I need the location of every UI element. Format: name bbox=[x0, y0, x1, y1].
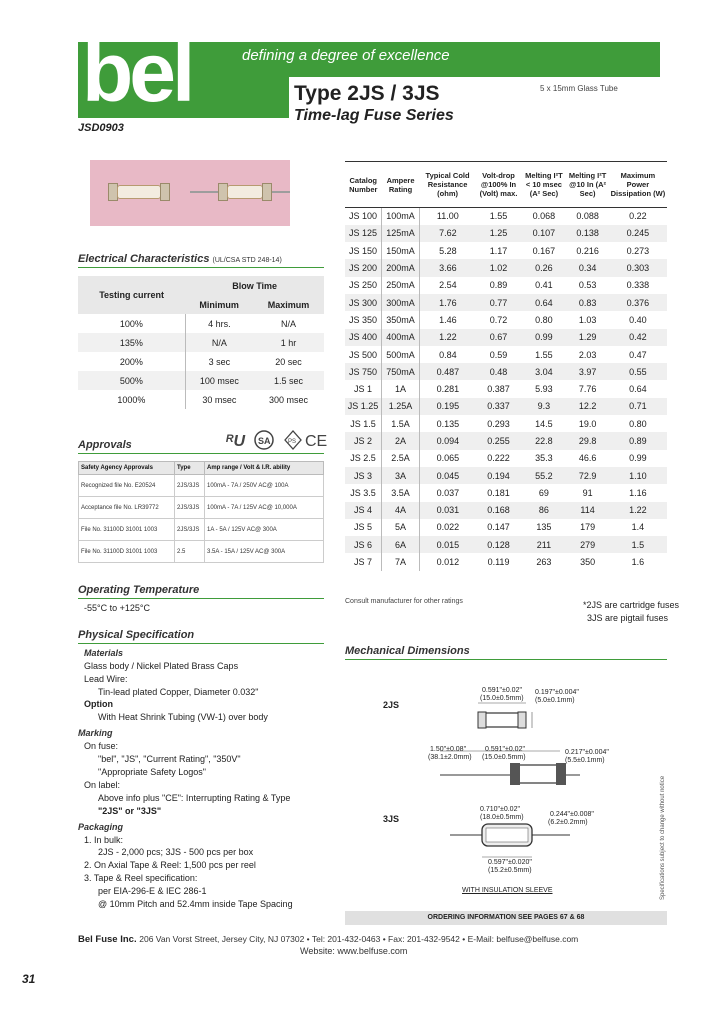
table-cell: 0.22 bbox=[629, 211, 647, 222]
table-cell: JS 200 bbox=[345, 259, 382, 276]
table-cell: 0.222 bbox=[487, 453, 510, 464]
packaging-line-4: 3. Tape & Reel specification: bbox=[84, 873, 198, 883]
table-cell: 179 bbox=[580, 522, 596, 533]
table-cell: 0.195 bbox=[420, 398, 476, 415]
table-cell: 0.99 bbox=[521, 329, 566, 346]
table-cell: JS 350 bbox=[345, 311, 382, 328]
table-cell: 1.5A bbox=[382, 415, 420, 432]
marking-line-3: "Appropriate Safety Logos" bbox=[98, 767, 206, 777]
bel-logo: bel bbox=[82, 25, 192, 119]
table-row bbox=[345, 329, 667, 346]
note-3js: 3JS are pigtail fuses bbox=[587, 613, 669, 623]
dim-b-mm: (5.0±0.1mm) bbox=[535, 697, 575, 704]
table-row: 500% 100 msec 1.5 sec bbox=[78, 371, 324, 390]
table-cell: 500mA bbox=[382, 346, 420, 363]
table-cell: 1A bbox=[382, 380, 420, 397]
table-row bbox=[345, 502, 667, 519]
table-cell: 0.387 bbox=[487, 384, 510, 395]
marking-label: Marking bbox=[78, 728, 113, 738]
table-cell: 0.40 bbox=[629, 314, 647, 325]
table-cell: 6A bbox=[382, 536, 420, 553]
table-cell: 0.065 bbox=[436, 453, 460, 464]
catalog-number-header: Catalog Number bbox=[345, 162, 382, 208]
table-cell: 0.303 bbox=[609, 259, 667, 276]
table-cell: 4A bbox=[382, 502, 420, 519]
table-cell: 0.26 bbox=[521, 259, 566, 276]
table-cell: 12.2 bbox=[566, 398, 608, 415]
table-cell: 3A bbox=[382, 467, 420, 484]
table-row bbox=[345, 484, 667, 501]
table-cell: 0.012 bbox=[436, 557, 460, 568]
table-cell: 350 bbox=[580, 557, 596, 568]
table-cell: 0.80 bbox=[535, 314, 553, 325]
table-cell: 3.04 bbox=[521, 363, 566, 380]
table-cell: 0.55 bbox=[609, 363, 667, 380]
table-cell: 0.135 bbox=[436, 418, 460, 429]
dim-e-mm: (5.5±0.1mm) bbox=[565, 757, 605, 764]
table-cell: 14.5 bbox=[535, 418, 553, 429]
table-cell: 0.216 bbox=[576, 245, 599, 256]
physical-rule bbox=[78, 643, 324, 644]
table-cell: 0.67 bbox=[476, 329, 522, 346]
table-cell: 86 bbox=[521, 502, 566, 519]
dim-g-mm: (6.2±0.2mm) bbox=[548, 819, 588, 826]
mechanical-heading: Mechanical Dimensions bbox=[345, 645, 470, 657]
dim-a-mm: (15.0±0.5mm) bbox=[480, 695, 524, 702]
table-cell: 3.97 bbox=[566, 363, 608, 380]
table-row bbox=[345, 294, 667, 311]
agency-header: Safety Agency Approvals bbox=[79, 462, 175, 475]
marking-line-2: "bel", "JS", "Current Rating", "350V" bbox=[98, 754, 241, 764]
note-2js: *2JS are cartridge fuses bbox=[583, 600, 680, 610]
table-row bbox=[345, 467, 667, 484]
table-cell: 0.167 bbox=[532, 245, 556, 256]
table-cell: 1.22 bbox=[609, 502, 667, 519]
dim-f-mm: (18.0±0.5mm) bbox=[480, 814, 524, 821]
table-cell: 0.281 bbox=[436, 384, 460, 395]
table-row bbox=[345, 259, 667, 276]
packaging-line-6: @ 10mm Pitch and 52.4mm inside Tape Spacing bbox=[98, 899, 293, 909]
table-cell: 125mA bbox=[382, 225, 420, 242]
packaging-line-1: 1. In bulk: bbox=[84, 835, 124, 845]
svg-text:PS: PS bbox=[288, 439, 297, 445]
table-cell: 263 bbox=[536, 557, 552, 568]
dim-f: 0.710"±0.02" bbox=[480, 806, 520, 813]
dim-h-mm: (15.2±0.5mm) bbox=[488, 867, 532, 874]
table-cell: 2.54 bbox=[439, 280, 457, 291]
table-cell: 135 bbox=[536, 522, 552, 533]
table-cell: JS 1.5 bbox=[345, 415, 382, 432]
materials-line-2: Lead Wire: bbox=[84, 674, 128, 684]
table-cell: 200mA bbox=[382, 259, 420, 276]
packaging-label: Packaging bbox=[78, 822, 124, 832]
table-cell: 5A bbox=[382, 519, 420, 536]
table-cell: 35.3 bbox=[535, 453, 553, 464]
table-cell: 0.031 bbox=[420, 502, 476, 519]
table-cell: JS 6 bbox=[345, 536, 382, 553]
dim-d-mm: (15.0±0.5mm) bbox=[482, 754, 526, 761]
table-cell: 150mA bbox=[382, 242, 420, 259]
table-cell: 0.273 bbox=[626, 245, 650, 256]
table-cell: JS 1.25 bbox=[345, 398, 382, 415]
table-cell: 19.0 bbox=[578, 418, 597, 429]
table-row bbox=[345, 380, 667, 397]
sleeve-label: WITH INSULATION SLEEVE bbox=[462, 887, 553, 894]
table-row bbox=[345, 363, 667, 380]
table-cell: 750mA bbox=[382, 363, 420, 380]
table-cell: 300mA bbox=[382, 294, 420, 311]
table-cell: 1.03 bbox=[578, 314, 597, 325]
table-cell: 0.59 bbox=[489, 349, 508, 360]
operating-value: -55°C to +125°C bbox=[84, 603, 150, 613]
table-cell: JS 500 bbox=[345, 346, 382, 363]
doc-code: JSD0903 bbox=[78, 122, 124, 134]
table-cell: 1.55 bbox=[489, 211, 508, 222]
table-cell: 0.84 bbox=[439, 349, 457, 360]
table-cell: 5.28 bbox=[439, 245, 457, 256]
fuse-photo-pigtail bbox=[190, 160, 290, 226]
table-row bbox=[345, 536, 667, 553]
electrical-rule bbox=[78, 267, 324, 268]
materials-line-1: Glass body / Nickel Plated Brass Caps bbox=[84, 661, 239, 671]
table-cell: 0.34 bbox=[566, 259, 608, 276]
marking-line-5: Above info plus "CE": Interrupting Rating & Type bbox=[98, 793, 291, 803]
table-cell: 0.41 bbox=[535, 280, 553, 291]
materials-line-3: Tin-lead plated Copper, Diameter 0.032" bbox=[98, 687, 259, 697]
table-cell: 0.088 bbox=[576, 211, 599, 222]
side-note: Specifications subject to change without notice bbox=[660, 775, 666, 900]
table-row: Recognized file No. E20524 2JS/3JS 100mA - 7A / 250V AC@ 100A bbox=[79, 475, 324, 497]
table-cell: 0.107 bbox=[521, 225, 566, 242]
table-cell: 0.64 bbox=[521, 294, 566, 311]
table-cell: 1.76 bbox=[420, 294, 476, 311]
table-row bbox=[345, 225, 667, 242]
melting-i2t-10in-header: Melting I²T @10 In (A² Sec) bbox=[566, 162, 608, 208]
table-cell: 0.138 bbox=[566, 225, 608, 242]
table-cell: JS 300 bbox=[345, 294, 382, 311]
table-cell: 0.64 bbox=[629, 384, 647, 395]
testing-current-header: Testing current bbox=[78, 276, 185, 314]
table-row bbox=[345, 398, 667, 415]
table-cell: 0.255 bbox=[476, 432, 522, 449]
table-cell: 0.068 bbox=[532, 211, 556, 222]
table-cell: 5.93 bbox=[535, 384, 553, 395]
fuse-photo-cartridge bbox=[90, 160, 190, 226]
table-cell: 0.094 bbox=[420, 432, 476, 449]
table-cell: 0.119 bbox=[487, 557, 510, 568]
table-cell: 1.55 bbox=[535, 349, 553, 360]
table-cell: 0.47 bbox=[629, 349, 647, 360]
table-cell: 69 bbox=[538, 487, 549, 498]
table-cell: 0.376 bbox=[609, 294, 667, 311]
table-cell: 0.53 bbox=[578, 280, 597, 291]
table-cell: 2.5A bbox=[382, 450, 420, 467]
table-cell: 279 bbox=[566, 536, 608, 553]
table-row: 100% 4 hrs. N/A bbox=[78, 314, 324, 333]
operating-rule bbox=[78, 598, 324, 599]
marking-line-6: "2JS" or "3JS" bbox=[98, 806, 162, 816]
table-cell: 72.9 bbox=[566, 467, 608, 484]
table-cell: 100mA bbox=[382, 208, 420, 225]
table-cell: 0.89 bbox=[609, 432, 667, 449]
table-cell: 11.00 bbox=[436, 211, 459, 222]
table-cell: 250mA bbox=[382, 277, 420, 294]
dim-b: 0.197"±0.004" bbox=[535, 689, 579, 696]
table-cell: 1.46 bbox=[439, 314, 457, 325]
ratings-footnote: Consult manufacturer for other ratings bbox=[345, 598, 463, 605]
packaging-line-3: 2. On Axial Tape & Reel: 1,500 pcs per reel bbox=[84, 860, 256, 870]
table-cell: 0.487 bbox=[420, 363, 476, 380]
table-cell: 7.62 bbox=[420, 225, 476, 242]
table-cell: 0.99 bbox=[629, 453, 647, 464]
dim-a: 0.591"±0.02" bbox=[482, 687, 522, 694]
range-header: Amp range / Volt & I.R. ability bbox=[205, 462, 324, 475]
table-cell: 0.77 bbox=[476, 294, 522, 311]
footer-website: Website: www.belfuse.com bbox=[300, 946, 408, 956]
size-note: 5 x 15mm Glass Tube bbox=[540, 84, 618, 93]
table-cell: 0.168 bbox=[476, 502, 522, 519]
approvals-heading: Approvals bbox=[78, 439, 132, 451]
table-cell: 29.8 bbox=[566, 432, 608, 449]
packaging-line-5: per EIA-296-E & IEC 286-1 bbox=[98, 886, 207, 896]
table-cell: 55.2 bbox=[521, 467, 566, 484]
table-cell: 1.17 bbox=[489, 245, 508, 256]
dim-d: 0.591"±0.02" bbox=[485, 746, 525, 753]
table-cell: 0.80 bbox=[629, 418, 647, 429]
table-cell: 2.03 bbox=[578, 349, 597, 360]
operating-heading: Operating Temperature bbox=[78, 584, 200, 596]
table-cell: 1.02 bbox=[476, 259, 522, 276]
ce-logo-icon: CE bbox=[305, 433, 328, 450]
table-cell: 1.29 bbox=[566, 329, 608, 346]
table-cell: 7A bbox=[382, 553, 420, 570]
label-2js: 2JS bbox=[383, 700, 400, 710]
ratings-table bbox=[345, 161, 667, 571]
table-cell: 3.66 bbox=[420, 259, 476, 276]
table-row: File No. 31100D 31001 1003 2.5 3.5A - 15A / 125V AC@ 300A bbox=[79, 541, 324, 563]
option-line-1: With Heat Shrink Tubing (VW-1) over body bbox=[98, 712, 268, 722]
type-header: Type bbox=[175, 462, 205, 475]
dim-g: 0.244"±0.008" bbox=[550, 811, 594, 818]
table-cell: 1.25A bbox=[382, 398, 420, 415]
option-label: Option bbox=[84, 699, 113, 709]
ul-logo-icon: ᴿU bbox=[225, 433, 246, 450]
table-row bbox=[345, 432, 667, 449]
table-cell: 91 bbox=[582, 487, 593, 498]
table-cell: 0.194 bbox=[476, 467, 522, 484]
table-row: 1000% 30 msec 300 msec bbox=[78, 390, 324, 409]
maximum-header: Maximum bbox=[253, 295, 324, 314]
table-cell: 0.83 bbox=[566, 294, 608, 311]
table-cell: 9.3 bbox=[521, 398, 566, 415]
table-cell: 0.72 bbox=[489, 314, 508, 325]
electrical-table bbox=[78, 276, 324, 409]
table-cell: 1.25 bbox=[476, 225, 522, 242]
label-3js: 3JS bbox=[383, 814, 400, 824]
table-cell: JS 100 bbox=[345, 208, 382, 225]
table-cell: JS 1 bbox=[345, 380, 382, 397]
melting-i2t-10msec-header: Melting I²T < 10 msec (A² Sec) bbox=[521, 162, 566, 208]
table-cell: JS 4 bbox=[345, 502, 382, 519]
dim-c-mm: (38.1±2.0mm) bbox=[428, 754, 472, 761]
marking-line-4: On label: bbox=[84, 780, 121, 790]
table-cell: 1.4 bbox=[631, 522, 645, 533]
svg-text:SA: SA bbox=[258, 436, 271, 446]
footer-company: Bel Fuse Inc. bbox=[78, 934, 137, 945]
table-cell: 0.181 bbox=[487, 487, 510, 498]
table-cell: JS 250 bbox=[345, 277, 382, 294]
ordering-info: ORDERING INFORMATION SEE PAGES 67 & 68 bbox=[345, 911, 667, 925]
table-cell: 0.147 bbox=[487, 522, 510, 533]
footer-address bbox=[78, 934, 578, 945]
table-cell: 0.037 bbox=[436, 487, 460, 498]
dim-e: 0.217"±0.004" bbox=[565, 749, 609, 756]
table-row bbox=[345, 208, 667, 225]
table-row bbox=[345, 450, 667, 467]
minimum-header: Minimum bbox=[185, 295, 253, 314]
dim-c: 1.50"±0.08" bbox=[430, 746, 467, 753]
volt-drop-header: Volt-drop @100% In (Volt) max. bbox=[476, 162, 522, 208]
table-cell: JS 125 bbox=[345, 225, 382, 242]
table-cell: 3.5A bbox=[382, 484, 420, 501]
table-cell: 0.128 bbox=[476, 536, 522, 553]
table-cell: JS 2 bbox=[345, 432, 382, 449]
marking-line-1: On fuse: bbox=[84, 741, 119, 751]
table-row bbox=[345, 311, 667, 328]
table-cell: 1.6 bbox=[631, 557, 645, 568]
ampere-rating-header: Ampere Rating bbox=[382, 162, 420, 208]
table-cell: 1.5 bbox=[609, 536, 667, 553]
approval-logos bbox=[225, 428, 328, 452]
table-cell: 0.337 bbox=[476, 398, 522, 415]
table-cell: 0.71 bbox=[609, 398, 667, 415]
mechanical-rule bbox=[345, 659, 667, 660]
page-subtitle: Time-lag Fuse Series bbox=[294, 107, 454, 124]
table-cell: 2A bbox=[382, 432, 420, 449]
table-cell: JS 2.5 bbox=[345, 450, 382, 467]
approvals-table bbox=[78, 461, 324, 563]
table-cell: 114 bbox=[566, 502, 608, 519]
table-cell: JS 150 bbox=[345, 242, 382, 259]
table-cell: 0.338 bbox=[626, 280, 650, 291]
page-number: 31 bbox=[22, 972, 36, 986]
table-cell: JS 7 bbox=[345, 553, 382, 570]
table-cell: JS 400 bbox=[345, 329, 382, 346]
table-cell: 46.6 bbox=[578, 453, 597, 464]
table-cell: 400mA bbox=[382, 329, 420, 346]
physical-heading: Physical Specification bbox=[78, 629, 195, 641]
table-row: Acceptance file No. LR39772 2JS/3JS 100mA - 7A / 125V AC@ 10,000A bbox=[79, 497, 324, 519]
table-row: 135% N/A 1 hr bbox=[78, 333, 324, 352]
table-row bbox=[345, 415, 667, 432]
tagline: defining a degree of excellence bbox=[242, 47, 450, 64]
table-row bbox=[345, 519, 667, 536]
table-row bbox=[345, 277, 667, 294]
page-title: Type 2JS / 3JS bbox=[294, 82, 440, 105]
table-cell: JS 750 bbox=[345, 363, 382, 380]
table-cell: JS 5 bbox=[345, 519, 382, 536]
table-cell: 0.48 bbox=[476, 363, 522, 380]
table-cell: 0.045 bbox=[420, 467, 476, 484]
table-cell: JS 3.5 bbox=[345, 484, 382, 501]
electrical-standard: (UL/CSA STD 248-14) bbox=[212, 257, 282, 264]
2js-body bbox=[482, 713, 522, 727]
table-row bbox=[345, 553, 667, 570]
materials-label: Materials bbox=[84, 648, 124, 658]
table-cell: 0.89 bbox=[489, 280, 508, 291]
table-cell: 0.022 bbox=[436, 522, 460, 533]
table-cell: 350mA bbox=[382, 311, 420, 328]
table-row bbox=[345, 242, 667, 259]
cold-resistance-header: Typical Cold Resistance (ohm) bbox=[420, 162, 476, 208]
table-cell: JS 3 bbox=[345, 467, 382, 484]
dim-h: 0.597"±0.020" bbox=[488, 859, 532, 866]
table-cell: 1.10 bbox=[609, 467, 667, 484]
table-cell: 1.16 bbox=[629, 487, 647, 498]
approvals-rule bbox=[78, 453, 324, 454]
table-cell: 7.76 bbox=[578, 384, 597, 395]
table-cell: 0.42 bbox=[609, 329, 667, 346]
table-cell: 0.293 bbox=[487, 418, 510, 429]
packaging-line-2: 2JS - 2,000 pcs; 3JS - 500 pcs per box bbox=[98, 847, 254, 857]
table-cell: 0.245 bbox=[609, 225, 667, 242]
table-cell: 22.8 bbox=[521, 432, 566, 449]
electrical-heading: Electrical Characteristics (UL/CSA STD 248-14) bbox=[78, 253, 282, 265]
table-row: File No. 31100D 31001 1003 2JS/3JS 1A - 5A / 125V AC@ 300A bbox=[79, 519, 324, 541]
table-cell: 211 bbox=[521, 536, 566, 553]
table-cell: 1.22 bbox=[420, 329, 476, 346]
table-row bbox=[345, 346, 667, 363]
power-dissipation-header: Maximum Power Dissipation (W) bbox=[609, 162, 667, 208]
footer-contact: 206 Van Vorst Street, Jersey City, NJ 07302 • Tel: 201-432-0463 • Fax: 201-432-9542 • E-Mail: belfuse@belfuse.com bbox=[139, 934, 579, 944]
blow-time-header: Blow Time bbox=[185, 276, 324, 295]
table-cell: 0.015 bbox=[420, 536, 476, 553]
table-row: 200% 3 sec 20 sec bbox=[78, 352, 324, 371]
